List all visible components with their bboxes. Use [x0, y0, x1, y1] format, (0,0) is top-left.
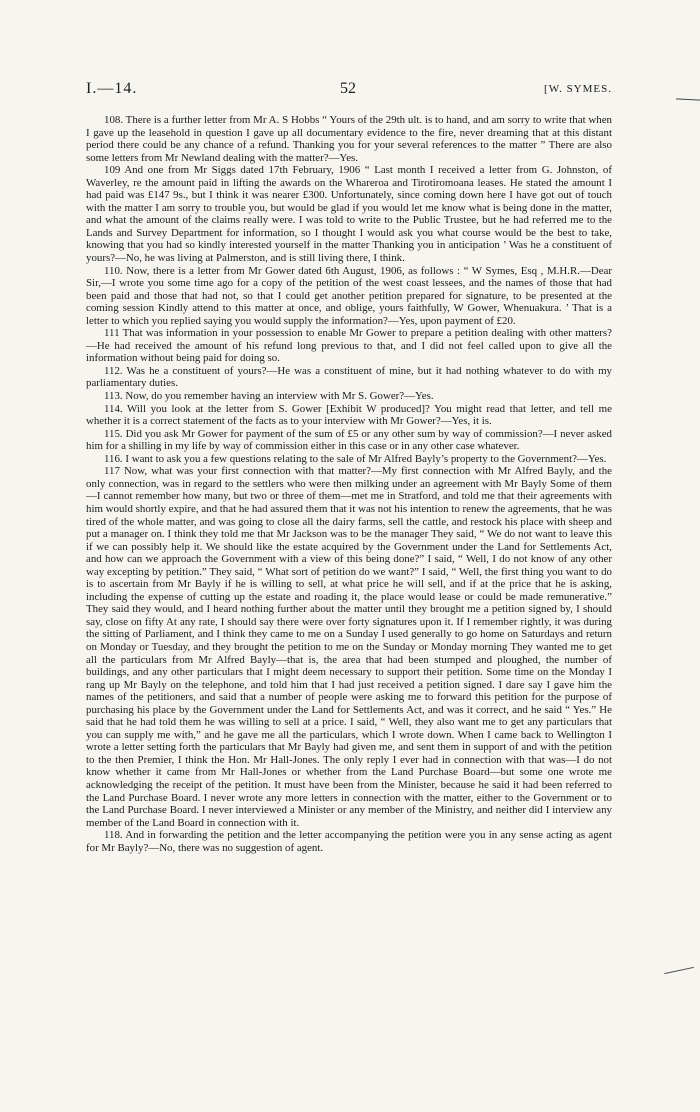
document-reference: I.—14.	[86, 80, 138, 97]
paragraph-117: 117 Now, what was your first connection with that matter?—My first connection with Mr Alfred Bayly, and the only connection, was in regard to the settlers who were then milking under an agreement with Mr Bayly Some of them—I cannot remember how many, but two or three of them—met me in Stratford, and told me that their agreements with him would shortly expire, and that he had assured them that it was not his intention to renew the agreements, that he was tired of the whole matter, and was going to close all the dairy farms, sell the cattle, and restock his place with sheep and put a manager on. I think they told me that Mr Jackson was to be the manager They said, “ We do not want to leave this if we can possibly help it. We should like the estate acquired by the Government under the Land for Settlements Act, and how can we approach the Government with a view of this being done?” I said, “ Well, I do not know of any other way excepting by petition.” They said, “ What sort of petition do we want?” I said, “ Well, the first thing you want to do is to ascertain from Mr Bayly if he is willing to sell, at what price he will sell, and if at the price that he is asking, including the expense of cutting up the estate and roading it, the place would lease or could be made remunerative.” They said they would, and I heard nothing further about the matter until they brought me a petition signed by, I should say, close on fifty At any rate, I should say there were over forty signatures upon it. If I remember rightly, it was during the sitting of Parliament, and I think they came to me on a Sunday I used generally to go home on Saturdays and return on Monday or Tuesday, and they brought the petition to me on the Sunday or Monday morning They wanted me to get all the particulars from Mr Alfred Bayly—that is, the area that had been stumped and ploughed, the number of buildings, and any other particulars that I might deem necessary to support their petition. Some time on the Monday I rang up Mr Bayly on the telephone, and told him that I had just received a petition signed. I dare say I gave him the names of the petitioners, and said that a number of people were asking me to forward this petition for the purpose of purchasing his place by the Government under the Land for Settlements Act, and was it correct, and he said “ Yes.” He said that he had told them he was willing to sell at a price. I said, “ Well, they also want me to get any particulars that you can supply me with,” and he gave me all the particulars, which I wrote down. When I came back to Wellington I wrote a letter setting forth the particulars that Mr Bayly had given me, and sent them in support of and with the petition to the then Premier, I think the Hon. Mr Hall-Jones. The only reply I ever had in connection with that was—I do not know whether it came from Mr Hall-Jones or whether from the Land Purchase Board—but some one wrote me acknowledging the receipt of the petition. It must have been from the Minister, because he said it had been referred to the Land Purchase Board. I never wrote any more letters in connection with the matter, either to the Government or to the Land Purchase Board. I never interviewed a Minister or any member of the Ministry, and neither did I interview any member of the Land Board in connection with it.	[86, 465, 612, 829]
paragraph-113: 113. Now, do you remember having an interview with Mr S. Gower?—Yes.	[104, 390, 434, 403]
page-header	[86, 80, 612, 100]
paragraph-115: 115. Did you ask Mr Gower for payment of the sum of £5 or any other sum by way of commission?—I never asked him for a shilling in my life by way of commission either in this case or in any other case whatever.	[86, 427, 612, 453]
witness-name: [W. SYMES.	[544, 83, 612, 95]
paragraph-118: 118. And in forwarding the petition and the letter accompanying the petition were you in any sense acting as agent for Mr Bayly?—No, there was no suggestion of agent.	[86, 829, 612, 854]
paragraph-111: 111 That was information in your possession to enable Mr Gower to prepare a petition dealing with other matters?—He had received the amount of his refund long previous to that, and I did not feel called upon to give all the information without being paid for doing so.	[86, 327, 612, 365]
paragraph-108: 108. There is a further letter from Mr A. S Hobbs “ Yours of the 29th ult. is to hand, and am sorry to write that when I gave up the leasehold in question I gave up all documentary evidence to the fire, never dreaming that at this distant period there could be any chance of a refund. Thanking you for your several references to the matter ” There are also some letters from Mr Newland dealing with the matter?—Yes.	[86, 114, 612, 164]
margin-pen-mark-side	[664, 967, 694, 974]
paragraph-116: 116. I want to ask you a few questions relating to the sale of Mr Alfred Bayly’s property to the Government?—Yes.	[104, 452, 607, 465]
margin-pen-mark	[676, 98, 700, 100]
page-number: 52	[340, 80, 356, 97]
paragraph-110: 110. Now, there is a letter from Mr Gower dated 6th August, 1906, as follows : “ W Symes, Esq , M.H.R.—Dear Sir,—I wrote you some time ago for a copy of the petition of the west coast lessees, and the names of those that had been paid and those that had not, so that I could get another petition prepared for signature, to be presented at the coming session Kindly attend to this matter at once, and oblige, yours faithfully, W Gower, Whenuakura. ’ That is a letter to which you replied saying you would supply the information?—Yes, upon payment of £20.	[86, 264, 612, 327]
paragraph-112: 112. Was he a constituent of yours?—He was a constituent of mine, but it had nothing whatever to do with my parliamentary duties.	[86, 364, 612, 390]
paragraph-109: 109 And one from Mr Siggs dated 17th February, 1906 “ Last month I received a letter from G. Johnston, of Waverley, re the amount paid in lifting the awards on the Whareroa and Tirotiromoana leases. He stated the amount I had paid was £147 9s., but I think it was nearer £300. Unfortunately, since coming down here I have got out of touch with the matter I am sorry to trouble you, but would be glad if you would let me know what is being done in the matter, and what the amount of the claims really were. I was told to write to the Public Trustee, but he had referred me to the Lands and Survey Department for information, so I thought I would ask you what course would be the best to take, knowing that you had so kindly interested yourself in the matter Thanking you in anticipation ’ Was he a constituent of yours?—No, he was living at Palmerston, and is still living there, I think.	[86, 164, 612, 265]
page-body	[86, 114, 612, 854]
paragraph-114: 114. Will you look at the letter from S. Gower [Exhibit W produced]? You might read that letter, and tell me whether it is a correct statement of the facts as to your interview with Mr Gower?—Yes, it is.	[86, 402, 612, 428]
